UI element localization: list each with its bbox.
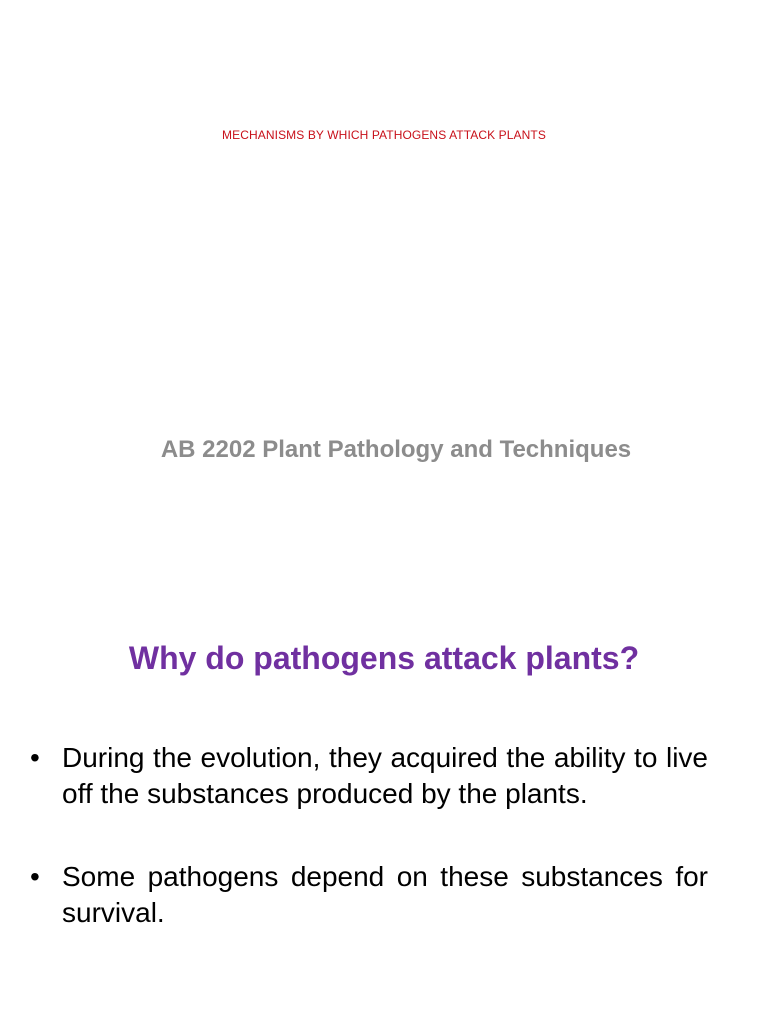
bullet-icon: • xyxy=(30,861,40,892)
course-subtitle: AB 2202 Plant Pathology and Techniques xyxy=(160,436,632,463)
bullet-text: During the evolution, they acquired the ability to live off the substances produced by the plants. xyxy=(62,742,708,809)
bullet-item xyxy=(30,859,708,931)
section-heading: Why do pathogens attack plants? xyxy=(128,640,640,676)
bullet-list xyxy=(30,740,708,978)
bullet-item xyxy=(30,740,708,812)
bullet-text: Some pathogens depend on these substances for survival. xyxy=(62,861,708,928)
bullet-icon: • xyxy=(30,742,40,773)
slide-title: MECHANISMS BY WHICH PATHOGENS ATTACK PLANTS xyxy=(222,128,546,142)
